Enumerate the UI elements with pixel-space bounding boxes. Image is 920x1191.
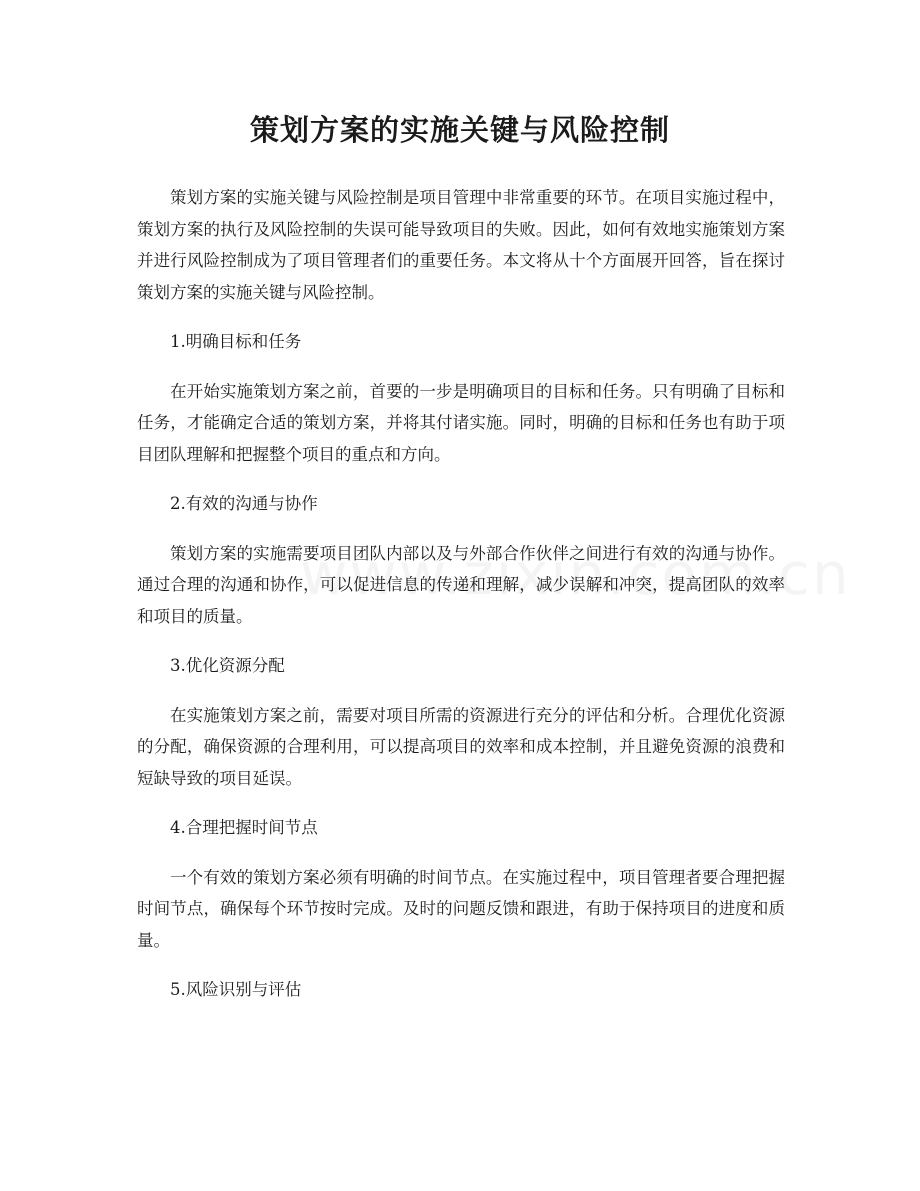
section-heading-1: 1.明确目标和任务 <box>170 332 302 351</box>
document-title: 策划方案的实施关键与风险控制 <box>249 113 670 147</box>
section-heading-5: 5.风险识别与评估 <box>170 980 302 999</box>
section-body-4: 一个有效的策划方案必须有明确的时间节点。在实施过程中，项目管理者要合理把握时间节点，确保每个环节按时完成。及时的问题反馈和跟进，有助于保持项目的进度和质量。 <box>137 867 785 950</box>
section-heading-2: 2.有效的沟通与协作 <box>170 494 318 513</box>
section-body-1: 在开始实施策划方案之前，首要的一步是明确项目的目标和任务。只有明确了目标和任务，才能确定合适的策划方案，并将其付诸实施。同时，明确的目标和任务也有助于项目团队理解和把握整个项目的重点和方向。 <box>137 381 785 464</box>
section-heading-3: 3.优化资源分配 <box>170 656 285 675</box>
document-body <box>137 182 785 1024</box>
section-body-2: 策划方案的实施需要项目团队内部以及与外部合作伙伴之间进行有效的沟通与协作。通过合理的沟通和协作，可以促进信息的传递和理解，减少误解和冲突，提高团队的效率和项目的质量。 <box>137 543 785 626</box>
section-heading-4: 4.合理把握时间节点 <box>170 818 318 837</box>
intro-paragraph: 策划方案的实施关键与风险控制是项目管理中非常重要的环节。在项目实施过程中，策划方案的执行及风险控制的失误可能导致项目的失败。因此，如何有效地实施策划方案并进行风险控制成为了项目管理者们的重要任务。本文将从十个方面展开回答，旨在探讨策划方案的实施关键与风险控制。 <box>137 188 785 302</box>
section-body-3: 在实施策划方案之前，需要对项目所需的资源进行充分的评估和分析。合理优化资源的分配，确保资源的合理利用，可以提高项目的效率和成本控制，并且避免资源的浪费和短缺导致的项目延误。 <box>137 705 785 788</box>
